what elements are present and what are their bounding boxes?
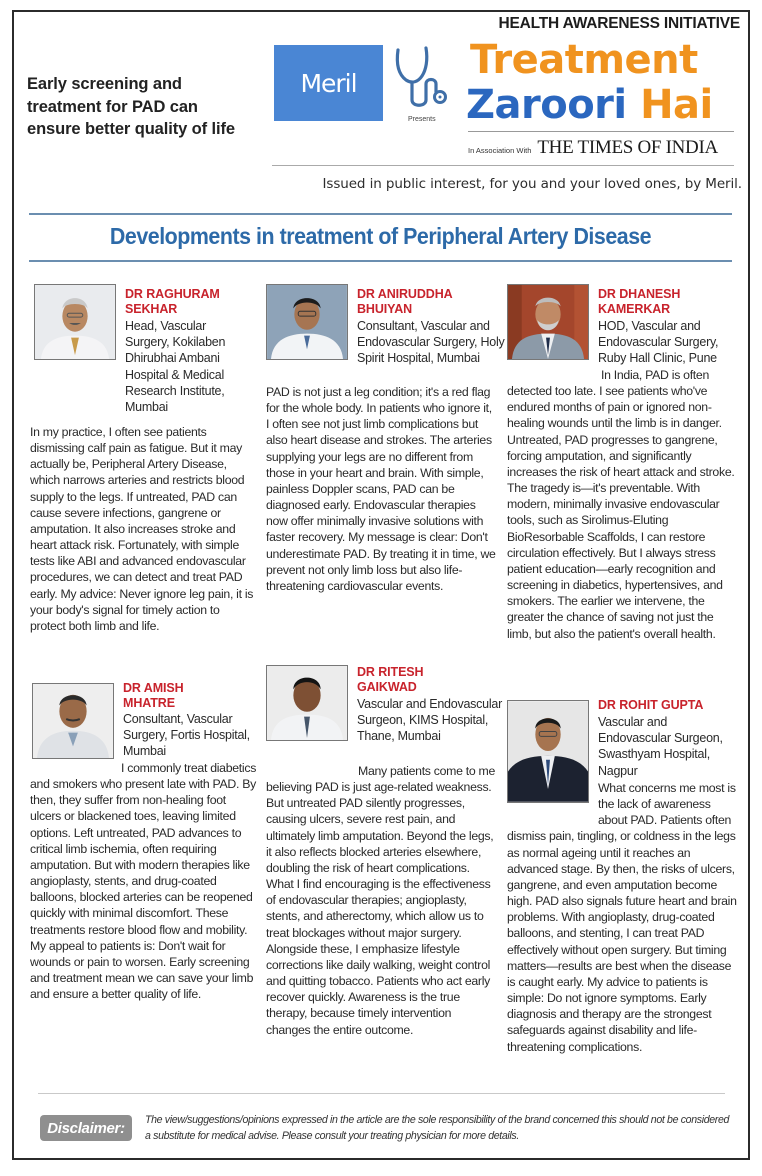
doctor-quote: I commonly treat diabetics and smokers who present late with PAD. By then, they suffer from non-healing foot ulcers or blackened toes, leaving limited options. Left untreated, PAD advances to critical limb ischemia, often requiring amputation. But with modern therapies like angioplasty, stents, and drug-coated balloons, blocked arteries can be reopened quickly with minimal discomfort. These treatments restore blood flow and mobility. My appeal to patients is: Don't wait for wounds or pain to worsen. Early screening and treatment mean we can save your limb and ensure a better quality of life. [30,761,257,1002]
doctor-quote: PAD is not just a leg condition; it's a red flag for the whole body. In patients who ignore it, I often see not just limb complications but also heart disease and strokes. The arteries supplying your legs are no different from those in your heart and brain. With simple, painless Doppler scans, PAD can be diagnosed early. Endovascular therapies now offer minimally invasive solutions with faster recovery. My message is clear: Don't underestimate PAD. By treating it in time, we prevent not only limb loss but also life-threatening cardiovascular events. [266,385,496,593]
issued-note: Issued in public interest, for you and your loved ones, by Meril. [322,176,742,192]
doctor-role: Consultant, Vascular Surgery, Fortis Hospital, Mumbai [123,712,250,759]
stethoscope-icon [392,44,456,114]
doctor-name-line1: DR ANIRUDDHA [357,287,453,301]
meril-logo-text: Meril [300,68,357,98]
doctor-photo [32,683,114,759]
doctor-role: Head, Vascular Surgery, Kokilaben Dhirubhai Ambani Hospital & Medical Research Institute, Mumbai [125,319,226,415]
doctor-quote: Many patients come to me believing PAD is just age-related weakness. But untreated PAD silently progresses, causing ulcers, severe rest pain, and ultimately limb amputation. Beyond the legs, it also reflects blocked arteries elsewhere, doubling the risk of heart complications. What I find encouraging is the effectiveness of endovascular therapies; angioplasty, stents, and atherectomy, which allow us to treat blockages without major surgery. Alongside these, I emphasize lifestyle corrections like daily walking, weight control and quitting tobacco. Patients who act early recover quickly. Awareness is the true therapy, because timely intervention changes the entire outcome. [266,764,496,1037]
partner-logo-text: THE TIMES OF INDIA [537,137,718,158]
disclaimer-text: The view/suggestions/opinions expressed in the article are the sole responsibility of the brand concerned this should not be considered a substitute for medical advise. Please consult your treating physician for more details. [145,1114,730,1142]
doctor-name-line2: MHATRE [123,696,175,710]
disclaimer-divider [38,1093,725,1094]
doctor-name-line1: DR AMISH [123,681,184,695]
doctor-quote: In India, PAD is often detected too late. I see patients who've endured months of pain or ignored non-healing wounds until the limb is in danger. Untreated, PAD progresses to gangrene, forcing amputation, and significantly increases the risk of heart attack and stroke. The tragedy is—it's preventable. With modern, minimally invasive endovascular tools, such as Sirolimus-Eluting BioResorbable Scaffolds, I can restore circulation effectively. But I always stress patient education—early recognition and screening in diabetics, hypertensives, and smokers. The earlier we intervene, the greater the chance of saving not just the limb, but also the patient's overall health. [507,368,735,641]
association-label: In Association With [468,146,532,155]
header-tagline: Early screening and treatment for PAD can ensure better quality of life [27,75,235,138]
doctor-name-line2: KAMERKAR [598,302,671,316]
doctor-name [598,698,703,713]
doctor-name [123,681,184,711]
doctor-name [357,665,423,695]
doctor-role: HOD, Vascular and Endovascular Surgery, Ruby Hall Clinic, Pune [598,319,719,366]
brand-divider [468,131,734,132]
title-rule-top [29,213,732,215]
doctor-name-line2: GAIKWAD [357,680,417,694]
doctor-photo [507,284,589,360]
doctor-name [125,287,220,317]
doctor-name [357,287,453,317]
doctor-quote [507,780,739,1055]
doctor-name [598,287,680,317]
meril-logo [274,45,383,121]
disclaimer-badge: Disclaimer: [40,1115,132,1141]
photo-wrap-spacer [507,780,598,814]
doctor-name-line1: DR DHANESH [598,287,681,301]
campaign-title-zaroori: Zaroori [466,82,627,128]
doctor-photo [266,665,348,741]
doctor-photo [34,284,116,360]
doctor-name-line1: DR RITESH [357,665,424,679]
doctor-name-line2: SEKHAR [125,302,178,316]
header-divider [272,165,734,166]
campaign-title-treatment: Treatment [470,37,698,83]
doctor-photo [266,284,348,360]
campaign-title-line2 [466,82,713,128]
doctor-quote: In my practice, I often see patients dismissing calf pain as fatigue. But it may actually be, Peripheral Artery Disease, which narrows arteries and restricts blood supply to the legs. If untreated, PAD can cause severe infections, gangrene or amputation. It also increases stroke and heart attack risk. Fortunately, with simple tests like ABI and advanced endovascular procedures, we can detect and treat PAD early. My advice: Never ignore leg pain, it is your body's signal for timely action to protect both limb and life. [30,425,254,633]
doctor-role: Consultant, Vascular and Endovascular Surgery, Holy Spirit Hospital, Mumbai [357,319,505,366]
doctor-name-line1: DR ROHIT GUPTA [598,698,704,712]
title-rule-bottom [29,260,732,262]
article-title: Developments in treatment of Peripheral Artery Disease [109,223,652,249]
initiative-label: HEALTH AWARENESS INITIATIVE [498,15,740,32]
campaign-title-hai: Hai [640,82,713,128]
doctor-role: Vascular and Endovascular Surgeon, Swasthyam Hospital, Nagpur [598,715,723,778]
doctor-role: Vascular and Endovascular Surgeon, KIMS Hospital, Thane, Mumbai [357,697,502,744]
doctor-quote-text: What concerns me most is the lack of awareness about PAD. Patients often dismiss pain, tingling, or coldness in the legs as normal ageing until it reaches an advanced stage. By then, the risks of ulcers, gangrene, and even amputation become high. PAD also signals future heart and brain problems. With angioplasty, drug-coated balloons, and stenting, I can treat PAD effectively without open surgery. But timing matters—results are best when the disease is caught early. My advice to patients is simple: Do not ignore symptoms. Early diagnosis and therapy are the strongest safeguards against disability and life-threatening complications. [507,781,737,1054]
association-line [468,137,718,159]
doctor-name-line2: BHUIYAN [357,302,413,316]
presents-label: Presents [408,116,436,123]
doctor-name-line1: DR RAGHURAM [125,287,220,301]
